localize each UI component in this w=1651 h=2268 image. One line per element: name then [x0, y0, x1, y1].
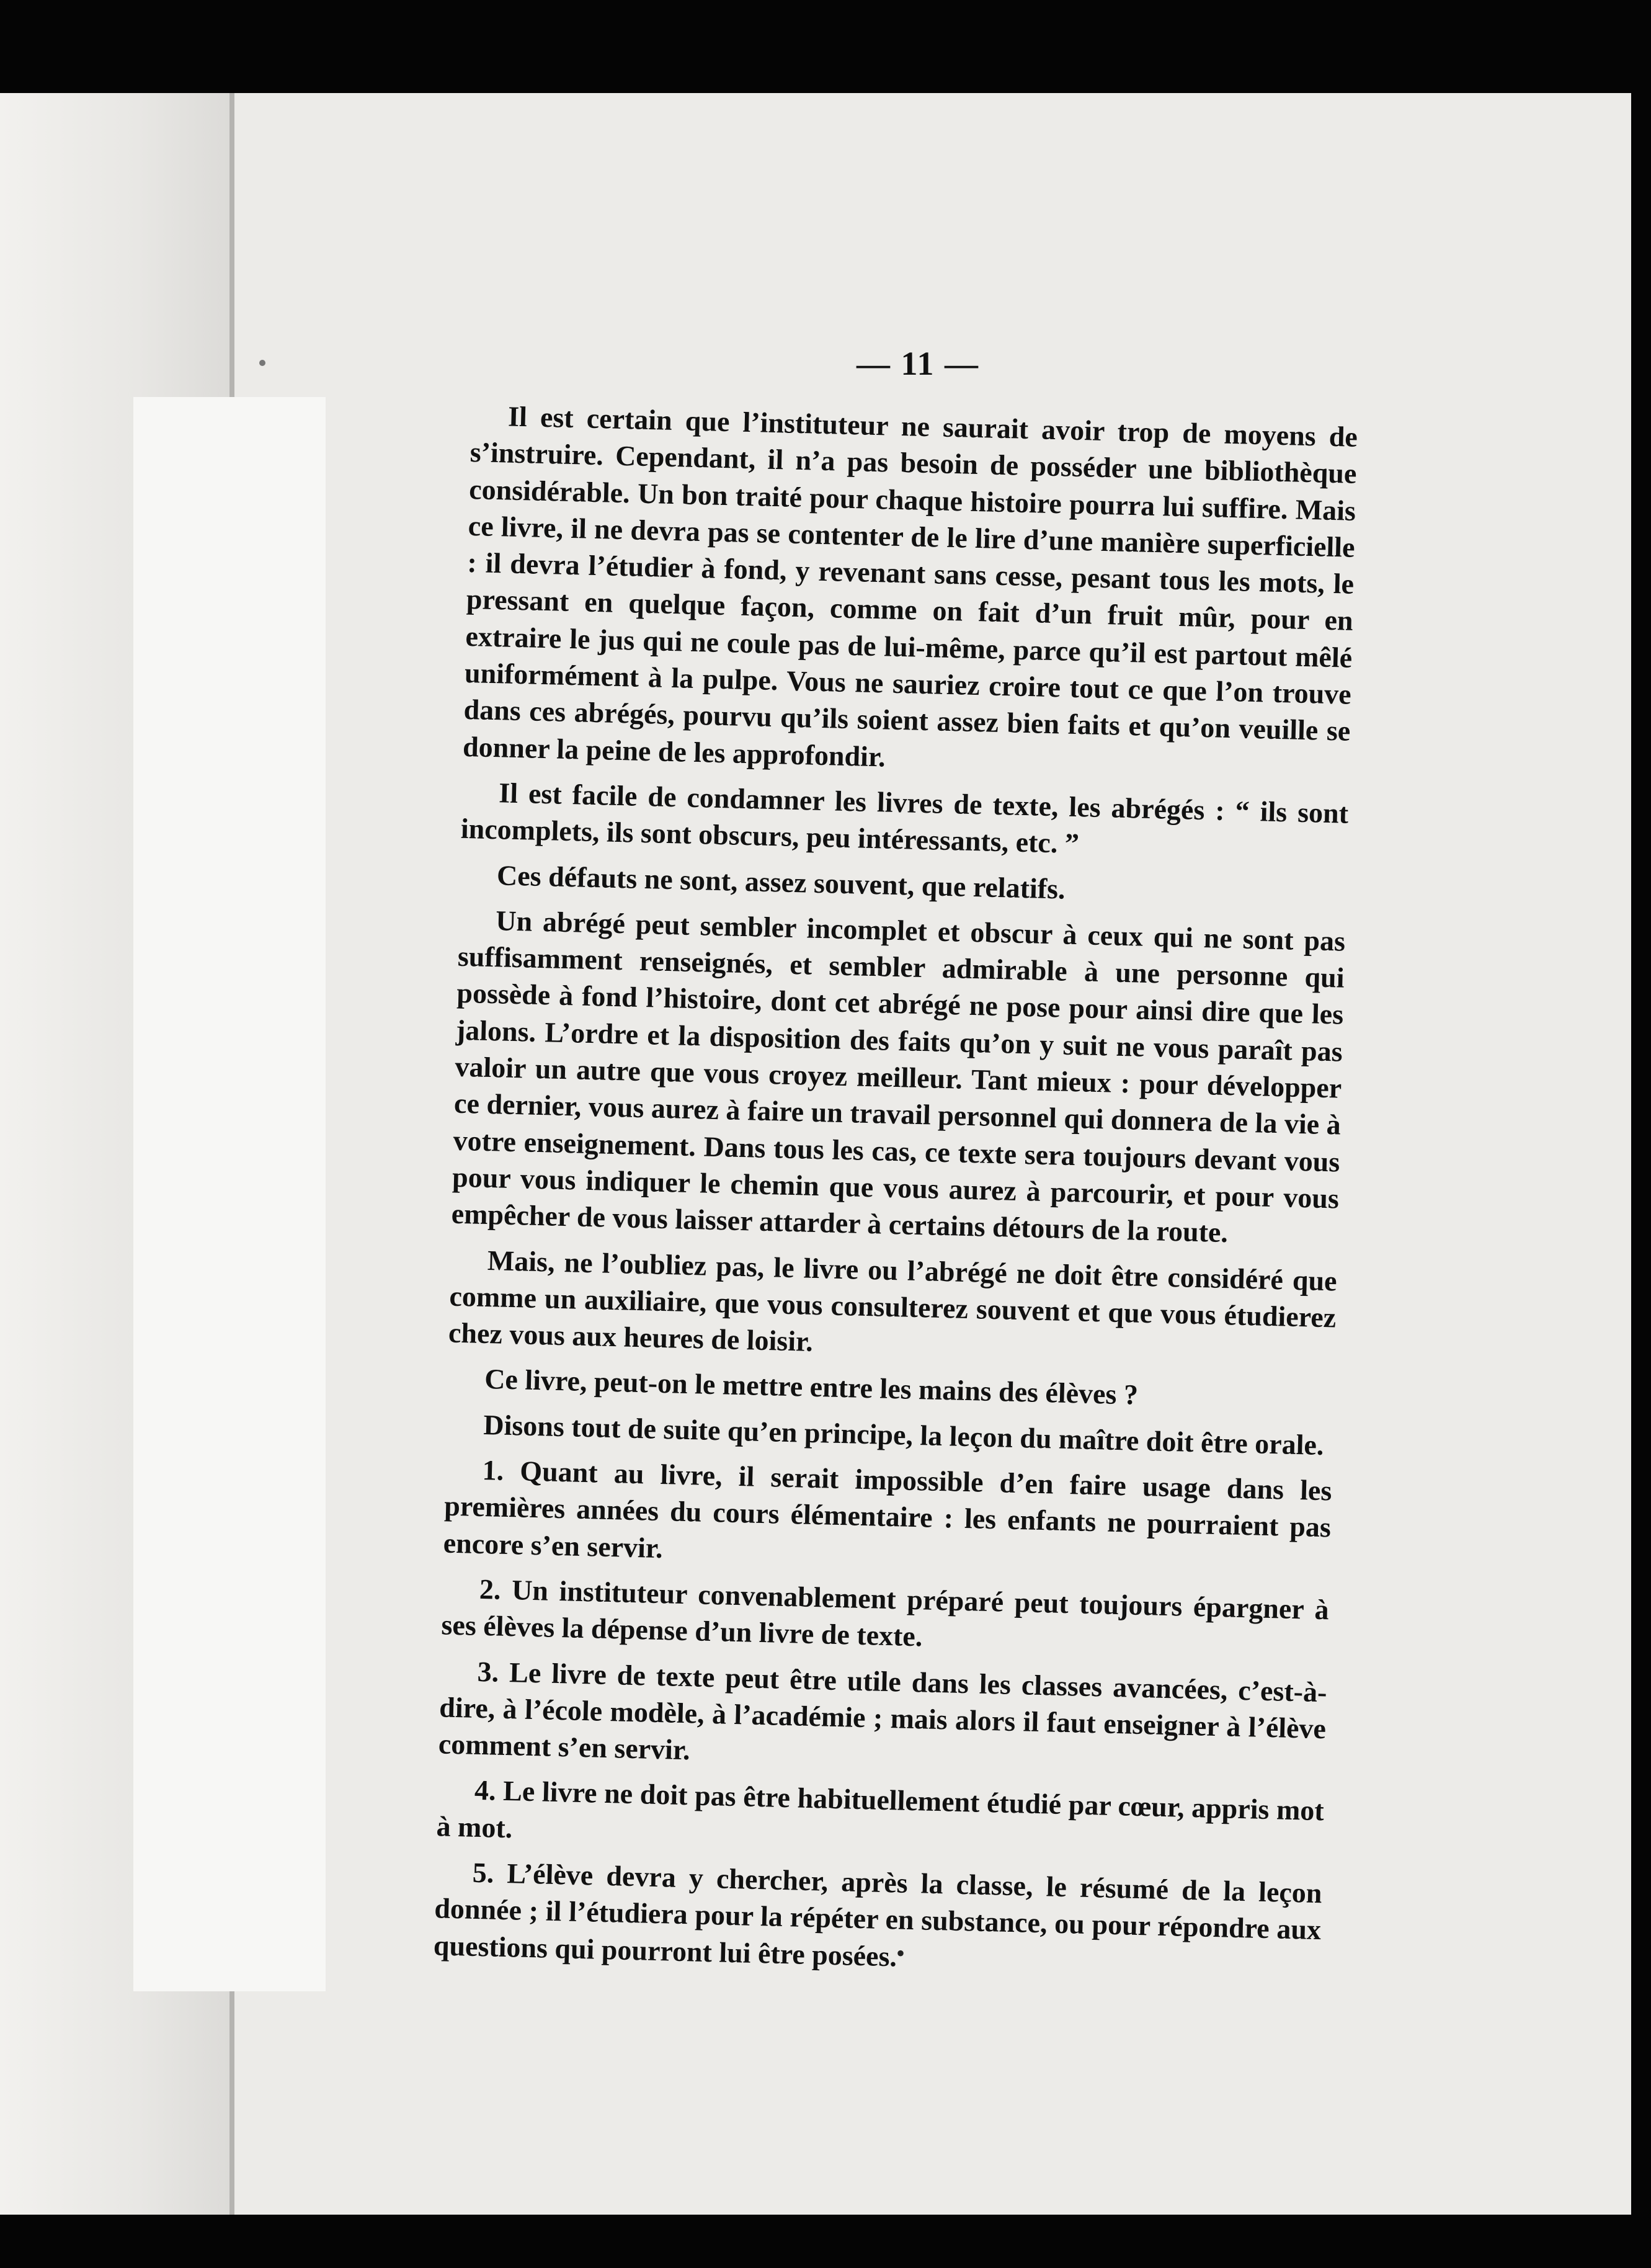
paragraph-5: Mais, ne l’oubliez pas, le livre ou l’abrégé ne doit être considéré que comme un auxiliaire, que vous consulterez souvent et que vous étudierez chez vous aux heures de loisir. [448, 1244, 1338, 1358]
list-item-4: 4. Le livre ne doit pas être habituellement étudié par cœur, appris mot à mot. [436, 1774, 1325, 1844]
list-item-5: 5. L’élève devra y chercher, après la classe, le résumé de la leçon donnée ; il l’étudiera pour la répéter en substance, ou pour répondre aux questions qui pourront lui être posées. [433, 1856, 1323, 1973]
paragraph-3: Ces défauts ne sont, assez souvent, que relatifs. [496, 859, 1066, 905]
paragraph-6: Ce livre, peut-on le mettre entre les mains des élèves ? [484, 1363, 1139, 1411]
paragraph-1: Il est certain que l’instituteur ne saurait avoir trop de moyens de s’instruire. Cependant, il n’a pas besoin de posséder une bibliothèque considérable. Un bon traité pour chaque histoire pourra lui suffire. Mais ce livre, il ne devra pas se contenter de le lire d’une manière superficielle : il devra l’étudier à fond, y revenant sans cesse, pesant tous les mots, le pressant en quelque façon, comme on fait d’un fruit mûr, pour en extraire le jus qui ne coule pas de lui-même, parce qu’il est partout mêlé uniformément à la pulpe. Vous ne sauriez croire tout ce que l’on trouve dans ces abrégés, pourvu qu’ils soient assez bien faits et qu’on veuille se donner la peine de les approfondir. [462, 400, 1358, 773]
paragraph-2: Il est facile de condamner les livres de texte, les abrégés : “ ils sont incomplets, ils sont obscurs, peu intéressants, etc. ” [460, 777, 1349, 860]
list-item-2: 2. Un instituteur convenablement préparé peut toujours épargner à ses élèves la dépense d’un livre de texte. [441, 1573, 1330, 1653]
list-item-1: 1. Quant au livre, il serait impossible d’en faire usage dans les premières années du cours élémentaire : les enfants ne pourraient pas encore s’en servir. [443, 1453, 1332, 1564]
bottom-mark: • [896, 1939, 906, 1967]
paragraph-7: Disons tout de suite qu’en principe, la leçon du maître doit être orale. [483, 1408, 1325, 1461]
page-number: — 11 — [856, 345, 980, 382]
speck [259, 360, 265, 366]
tape-strip [133, 397, 326, 1991]
body-text [433, 397, 1358, 1994]
paragraph-4: Un abrégé peut sembler incomplet et obscur à ceux qui ne sont pas suffisamment renseignés, et sembler admirable à une personne qui possède à fond l’histoire, dont cet abrégé ne pose pour ainsi dire que les jalons. L’ordre et la disposition des faits qu’on y suit ne vous paraît pas valoir un autre que vous croyez meilleur. Tant mieux : pour développer ce dernier, vous aurez à faire un travail personnel qui donnera de la vie à votre enseignement. Dans tous les cas, ce texte sera toujours devant vous pour vous indiquer le chemin que vous aurez à parcourir, et pour vous empêcher de vous laisser attarder à certains détours de la route. [451, 904, 1346, 1249]
list-item-3: 3. Le livre de texte peut être utile dans les classes avancées, c’est-à-dire, à l’école modèle, à l’académie ; mais alors il faut enseigner à l’élève comment s’en servir. [438, 1655, 1328, 1766]
